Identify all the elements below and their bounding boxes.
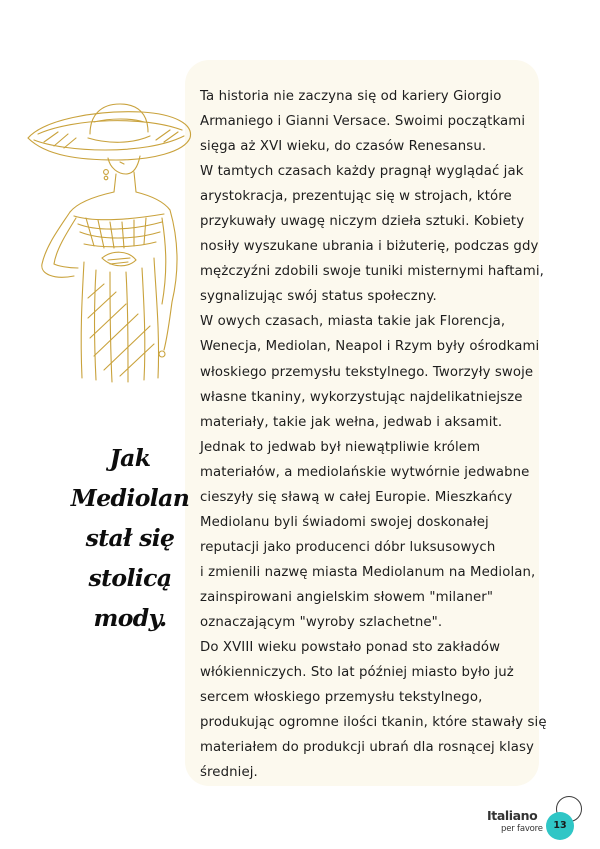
body-line: zainspirowani angielskim słowem "milaner" (200, 589, 494, 605)
title-line: stał się (85, 524, 175, 552)
woman-in-hat-illustration (24, 98, 200, 388)
body-line: materiałem do produkcji ubrań dla rosnącej klasy (200, 740, 535, 756)
body-line: sygnalizując swój status społeczny. (200, 289, 437, 305)
body-line: nosiły wyszukane ubrania i biżuterię, podczas gdy (200, 239, 539, 255)
body-line: własne tkaniny, wykorzystując najdelikatniejsze (200, 389, 523, 405)
body-line: arystokracja, prezentując się w strojach, które (200, 189, 512, 205)
italiano-per-favore-logo (487, 808, 543, 840)
logo-sub-text: per favore (501, 824, 543, 834)
body-line: Mediolanu byli świadomi swojej doskonałej (200, 514, 489, 530)
body-line: Do XVIII wieku powstało ponad sto zakładów (200, 640, 501, 656)
body-line: Jednak to jedwab był niewątpliwie królem (200, 439, 481, 455)
body-line: włókienniczych. Sto lat później miasto było już (200, 665, 514, 681)
body-line: produkując ogromne ilości tkanin, które stawały się (200, 715, 547, 731)
body-line: cieszyły się sławą w całej Europie. Mieszkańcy (200, 489, 513, 505)
body-line: materiałów, a mediolańskie wytwórnie jedwabne (200, 464, 530, 480)
body-line: włoskiego przemysłu tekstylnego. Tworzyły swoje (200, 364, 534, 380)
body-line: sięga aż XVI wieku, do czasów Renesansu. (200, 139, 487, 155)
body-line: przykuwały uwagę niczym dzieła sztuki. Kobiety (200, 214, 525, 230)
body-line: W owych czasach, miasta takie jak Florencja, (200, 314, 506, 330)
logo-main-text: Italiano (487, 808, 538, 823)
body-line: Ta historia nie zaczyna się od kariery Giorgio (200, 89, 502, 104)
side-title (56, 438, 204, 638)
body-line: sercem włoskiego przemysłu tekstylnego, (200, 690, 483, 706)
title-line: Mediolan (70, 484, 190, 512)
body-line: mężczyźni zdobili swoje tuniki misternymi haftami, (200, 264, 544, 280)
body-line: Armaniego i Gianni Versace. Swoimi początkami (200, 114, 526, 130)
body-line: W tamtych czasach każdy pragnął wyglądać jak (200, 164, 524, 180)
body-line: reputacji jako producenci dóbr luksusowych (200, 539, 496, 555)
title-line: mody. (93, 604, 167, 632)
body-line: średniej. (200, 765, 258, 781)
page-number-badge: 13 (546, 812, 574, 840)
body-line: Wenecja, Mediolan, Neapol i Rzym były ośrodkami (200, 339, 540, 355)
title-line: Jak (109, 444, 151, 472)
body-line: materiały, takie jak wełna, jedwab i aksamit. (200, 414, 503, 430)
body-line: oznaczającym "wyroby szlachetne". (200, 614, 443, 630)
article-body (200, 84, 547, 785)
title-line: stolicą (88, 564, 172, 592)
body-line: i zmienili nazwę miasta Mediolanum na Mediolan, (200, 564, 536, 580)
